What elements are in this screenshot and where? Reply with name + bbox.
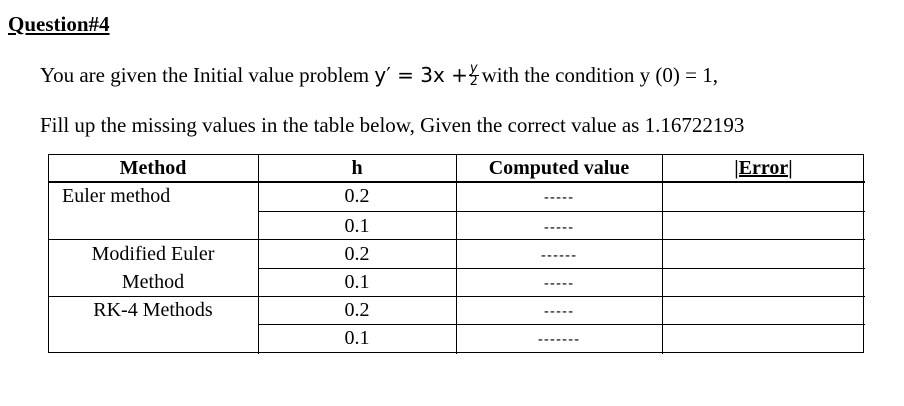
header-computed-value: Computed value (488, 157, 630, 179)
question-heading: Question#4 (8, 12, 110, 36)
equation-lhs: y′ = 3x + (374, 63, 468, 87)
header-h: h (351, 157, 363, 179)
computed-value-placeholder: ----- (543, 276, 575, 292)
h-value: 0.1 (344, 271, 370, 293)
problem-statement (40, 60, 719, 90)
computed-value-placeholder: ------ (540, 248, 578, 264)
h-value: 0.2 (344, 185, 370, 207)
method-euler: Euler method (62, 185, 171, 207)
condition-text: with the condition y (0) = 1, (481, 63, 719, 87)
h-value: 0.1 (344, 327, 370, 349)
fraction-denominator: 2 (469, 73, 478, 89)
equation-fraction (469, 60, 479, 89)
method-rk4: RK-4 Methods (93, 299, 213, 321)
intro-text: You are given the Initial value problem (40, 63, 370, 87)
header-method: Method (119, 157, 187, 179)
instruction-text: Fill up the missing values in the table below, Given the correct value as 1.16722193 (40, 113, 745, 137)
method-modified-euler-line2: Method (121, 271, 185, 293)
fraction-numerator: y (469, 60, 478, 76)
h-value: 0.1 (344, 215, 370, 237)
computed-value-placeholder: ----- (543, 190, 575, 206)
header-error: |Error| (734, 157, 793, 179)
computed-value-placeholder: ----- (543, 304, 575, 320)
computed-value-placeholder: ------- (537, 332, 581, 348)
method-modified-euler-line1: Modified Euler (91, 243, 215, 265)
h-value: 0.2 (344, 299, 370, 321)
h-value: 0.2 (344, 243, 370, 265)
results-table (48, 154, 865, 354)
computed-value-placeholder: ----- (543, 220, 575, 236)
